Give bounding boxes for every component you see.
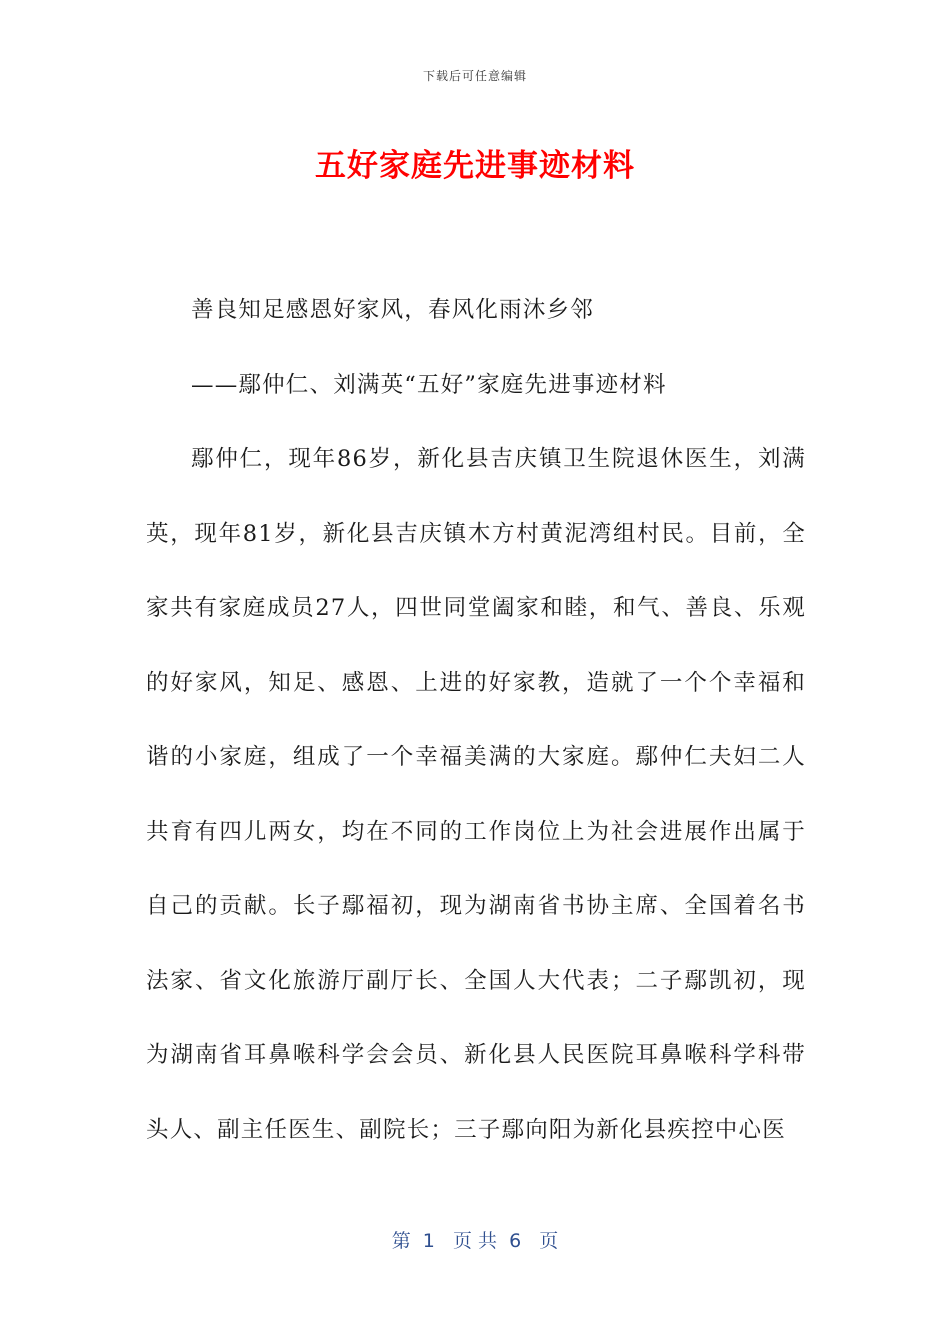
page-footer: 第 1 页 共 6 页 [391,1230,559,1252]
subtitle-line: 善良知足感恩好家风，春风化雨沐乡邻 [191,297,594,323]
header-note: 下载后可任意编辑 [422,69,527,83]
body-paragraph: 鄢仲仁，现年86岁，新化县吉庆镇卫生院退休医生，刘满英，现年81岁，新化县吉庆镇木方村黄泥湾组村民。目前，全家共有家庭成员27人，四世同堂阖家和睦，和气、善良、乐观的好家风，知足、感恩、上进的好家教，造就了一个个幸福和谐的小家庭，组成了一个幸福美满的大家庭。鄢仲仁夫妇二人共育有四儿两女，均在不同的工作岗位上为社会进展作出属于自己的贡献。长子鄢福初，现为湖南省书协主席、全国着名书法家、省文化旅游厅副厅长、全国人大代表；二子鄢凯初，现为湖南省耳鼻喉科学会会员、新化县人民医院耳鼻喉科学科带头人、副主任医生、副院长；三子鄢向阳为新化县疾控中心医 [146,446,806,1143]
document-body [146,273,806,1167]
document-title: 五好家庭先进事迹材料 [315,148,635,184]
subtitle-byline: ——鄢仲仁、刘满英“五好”家庭先进事迹材料 [191,371,667,398]
